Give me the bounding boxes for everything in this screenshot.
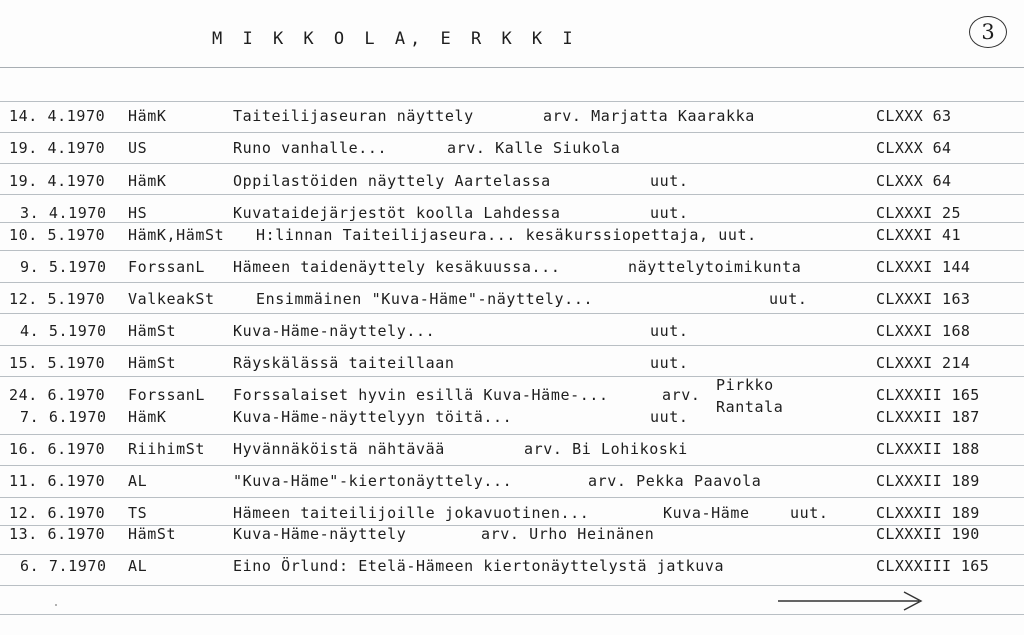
entry-ref: CLXXXII 187 — [876, 408, 980, 426]
entry-paper: RiihimSt — [128, 440, 206, 458]
entry-ref: CLXXXII 189 — [876, 504, 980, 522]
entry-date: 13. 6.1970 — [9, 525, 106, 543]
entry-paper: US — [128, 139, 148, 157]
divider — [0, 163, 1024, 164]
divider — [0, 250, 1024, 251]
entry-date: 3. 4.1970 — [20, 204, 107, 222]
shared-note-line1: Pirkko — [716, 376, 774, 394]
divider — [0, 222, 1024, 223]
entry-note: uut. — [769, 290, 808, 308]
entry-paper: ValkeakSt — [128, 290, 215, 308]
entry-date: 12. 6.1970 — [9, 504, 106, 522]
entry-title: "Kuva-Häme"-kiertonäyttely... — [233, 472, 513, 490]
divider — [0, 434, 1024, 435]
entry-date: 15. 5.1970 — [9, 354, 106, 372]
entry-date: 24. 6.1970 — [9, 386, 106, 404]
entry-paper: HämSt — [128, 322, 177, 340]
entry-paper: ForssanL — [128, 386, 206, 404]
divider — [0, 376, 1024, 377]
card-number: 3 — [969, 16, 1007, 48]
divider — [0, 282, 1024, 283]
entry-date: 12. 5.1970 — [9, 290, 106, 308]
entry-date: 9. 5.1970 — [20, 258, 107, 276]
entry-title: Kuva-Häme-näyttely — [233, 525, 407, 543]
entry-title: Hyvännäköistä nähtävää — [233, 440, 445, 458]
entry-note: uut. — [650, 408, 689, 426]
entry-title: Kuvataidejärjestöt koolla Lahdessa — [233, 204, 561, 222]
entry-date: 16. 6.1970 — [9, 440, 106, 458]
entry-date: 19. 4.1970 — [9, 172, 106, 190]
entry-title: Räyskälässä taiteillaan — [233, 354, 455, 372]
entry-paper: HS — [128, 204, 148, 222]
entry-ref: CLXXXII 165 — [876, 386, 980, 404]
entry-ref: CLXXXII 190 — [876, 525, 980, 543]
shared-note-line2: Rantala — [716, 398, 784, 416]
entry-title: Eino Örlund: Etelä-Hämeen kiertonäyttelystä jatkuva — [233, 557, 725, 575]
entry-note: Kuva-Häme — [663, 504, 750, 522]
entry-date: 11. 6.1970 — [9, 472, 106, 490]
divider — [0, 614, 1024, 615]
entry-ref: CLXXXI 144 — [876, 258, 971, 276]
entry-title: Runo vanhalle... — [233, 139, 388, 157]
entry-paper: AL — [128, 472, 148, 490]
entry-title: Hämeen taiteilijoille jokavuotinen... — [233, 504, 590, 522]
entry-title: Ensimmäinen "Kuva-Häme"-näyttely... — [256, 290, 594, 308]
divider — [0, 313, 1024, 314]
entry-note: arv. — [662, 386, 701, 404]
entry-ref: CLXXXII 188 — [876, 440, 980, 458]
entry-date: 7. 6.1970 — [20, 408, 107, 426]
entry-ref: CLXXXI 41 — [876, 226, 961, 244]
entry-ref: CLXXX 63 — [876, 107, 952, 125]
entry-ref: CLXXXI 163 — [876, 290, 971, 308]
entry-note: uut. — [650, 204, 689, 222]
entry-note: arv. Kalle Siukola — [447, 139, 621, 157]
entry-title: Forssalaiset hyvin esillä Kuva-Häme-... — [233, 386, 609, 404]
divider — [0, 585, 1024, 586]
entry-paper: HämK — [128, 408, 167, 426]
entry-paper: ForssanL — [128, 258, 206, 276]
entry-note-type: uut. — [790, 504, 829, 522]
entry-note: arv. Pekka Paavola — [588, 472, 762, 490]
entry-ref: CLXXX 64 — [876, 172, 952, 190]
divider — [0, 67, 1024, 68]
entry-title: Oppilastöiden näyttely Aartelassa — [233, 172, 551, 190]
divider — [0, 554, 1024, 555]
entry-note: näyttelytoimikunta — [628, 258, 802, 276]
divider — [0, 465, 1024, 466]
divider — [0, 132, 1024, 133]
entry-ref: CLXXX 64 — [876, 139, 952, 157]
entry-title: Taiteilijaseuran näyttely — [233, 107, 474, 125]
divider — [0, 345, 1024, 346]
entry-paper: TS — [128, 504, 148, 522]
entry-title: Kuva-Häme-näyttelyyn töitä... — [233, 408, 513, 426]
paper-speck — [55, 604, 57, 606]
entry-ref: CLXXXII 189 — [876, 472, 980, 490]
person-name: M I K K O L A, E R K K I — [212, 29, 578, 49]
entry-ref: CLXXXI 168 — [876, 322, 971, 340]
entry-ref: CLXXXIII 165 — [876, 557, 990, 575]
divider — [0, 194, 1024, 195]
entry-note: arv. Bi Lohikoski — [524, 440, 688, 458]
entry-ref: CLXXXI 214 — [876, 354, 971, 372]
entry-ref: CLXXXI 25 — [876, 204, 961, 222]
entry-title: H:linnan Taiteilijaseura... kesäkurssiopettaja, uut. — [256, 226, 757, 244]
entry-title: Kuva-Häme-näyttely... — [233, 322, 436, 340]
entry-paper: HämK — [128, 172, 167, 190]
entry-paper: HämK — [128, 107, 167, 125]
entry-date: 19. 4.1970 — [9, 139, 106, 157]
entry-note: arv. Urho Heinänen — [481, 525, 655, 543]
continues-arrow-icon — [776, 590, 926, 612]
entry-date: 6. 7.1970 — [20, 557, 107, 575]
entry-paper: AL — [128, 557, 148, 575]
entry-paper: HämSt — [128, 354, 177, 372]
entry-title: Hämeen taidenäyttely kesäkuussa... — [233, 258, 561, 276]
entry-date: 14. 4.1970 — [9, 107, 106, 125]
divider — [0, 497, 1024, 498]
entry-note: arv. Marjatta Kaarakka — [543, 107, 755, 125]
entry-note: uut. — [650, 354, 689, 372]
entry-date: 4. 5.1970 — [20, 322, 107, 340]
entry-note: uut. — [650, 172, 689, 190]
entry-paper: HämK,HämSt — [128, 226, 225, 244]
entry-date: 10. 5.1970 — [9, 226, 106, 244]
entry-paper: HämSt — [128, 525, 177, 543]
entry-note: uut. — [650, 322, 689, 340]
divider — [0, 101, 1024, 102]
